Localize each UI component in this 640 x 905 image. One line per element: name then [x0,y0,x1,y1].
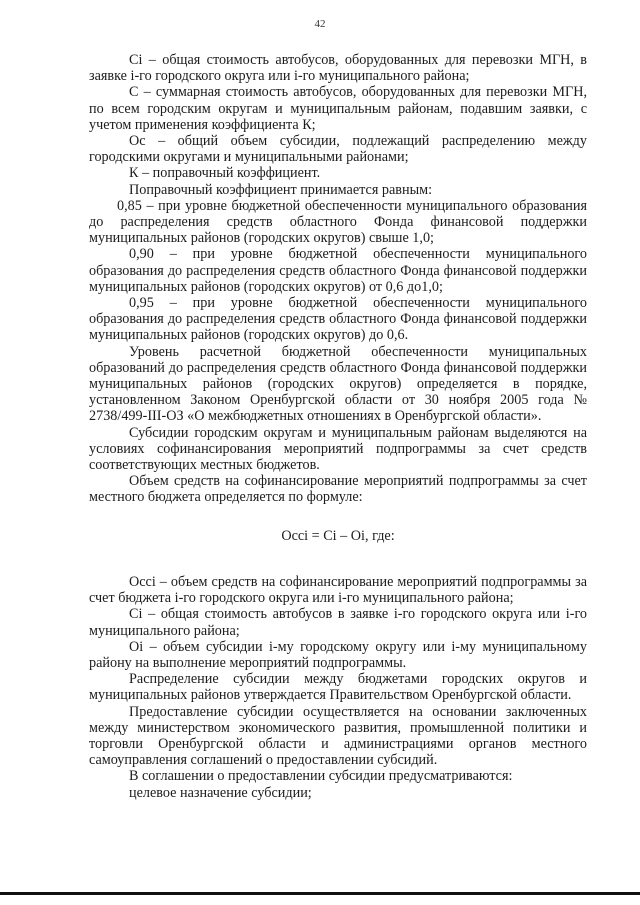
paragraph: Субсидии городским округам и муниципальным районам выделяются на условиях софинансирования мероприятий подпрограммы за счет средств соответствующих местных бюджетов. [89,424,587,474]
paragraph: Ci – общая стоимость автобусов, оборудованных для перевозки МГН, в заявке i-го городского округа или i-го муниципального района; [89,52,587,85]
paragraph: С – суммарная стоимость автобусов, оборудованных для перевозки МГН, по всем городским округам и муниципальным районам, подавшим заявки, с учетом применения коэффициента К; [89,84,587,133]
page-number: 42 [314,18,326,30]
paragraph: целевое назначение субсидии; [129,784,312,801]
paragraph: Распределение субсидии между бюджетами городских округов и муниципальных районов утверждается Правительством Оренбургской области. [89,671,587,704]
document-body [89,52,587,801]
paragraph: Ос – общий объем субсидии, подлежащий распределению между городскими округами и муниципальными районами; [89,133,587,166]
formula: Осci = Ci – Оi, где: [281,527,395,544]
paragraph: Оi – объем субсидии i-му городскому округу или i-му муниципальному району на выполнение мероприятий подпрограммы. [89,638,587,671]
paragraph: Ci – общая стоимость автобусов в заявке i-го городского округа или i-го муниципального района; [89,606,587,639]
coefficient-item: 0,85 – при уровне бюджетной обеспеченности муниципального образования до распределения средств областного Фонда финансовой поддержки муниципальных районов (городских округов) свыше 1,0; [89,197,587,247]
paragraph: Уровень расчетной бюджетной обеспеченности муниципальных образований до распределения средств областного Фонда финансовой поддержки муниципальных районов (городских округов) определяется в порядке, установленном Законом Оренбургской области от 30 ноября 2005 года № 2738/499-III-ОЗ «О межбюджетных отношениях в Оренбургской области». [89,343,587,425]
paragraph: Осci – объем средств на софинансирование мероприятий подпрограммы за счет бюджета i-го городского округа или i-го муниципального района; [89,573,587,607]
coefficient-item: 0,95 – при уровне бюджетной обеспеченности муниципального образования до распределения средств областного Фонда финансовой поддержки муниципальных районов (городских округов) до 0,6. [89,295,587,344]
bottom-rule [0,892,640,895]
paragraph: Поправочный коэффициент принимается равным: [129,181,433,198]
paragraph: В соглашении о предоставлении субсидии предусматриваются: [129,768,513,785]
paragraph: К – поправочный коэффициент. [129,165,321,182]
paragraph: Объем средств на софинансирование мероприятий подпрограммы за счет местного бюджета определяется по формуле: [89,473,587,506]
paragraph: Предоставление субсидии осуществляется на основании заключенных между министерством экономического развития, промышленной политики и торговли Оренбургской области и администрациями органов местного самоуправления соглашений о предоставлении субсидий. [89,703,587,769]
coefficient-item: 0,90 – при уровне бюджетной обеспеченности муниципального образования до распределения средств областного Фонда финансовой поддержки муниципальных районов (городских округов) от 0,6 до1,0; [89,246,587,295]
